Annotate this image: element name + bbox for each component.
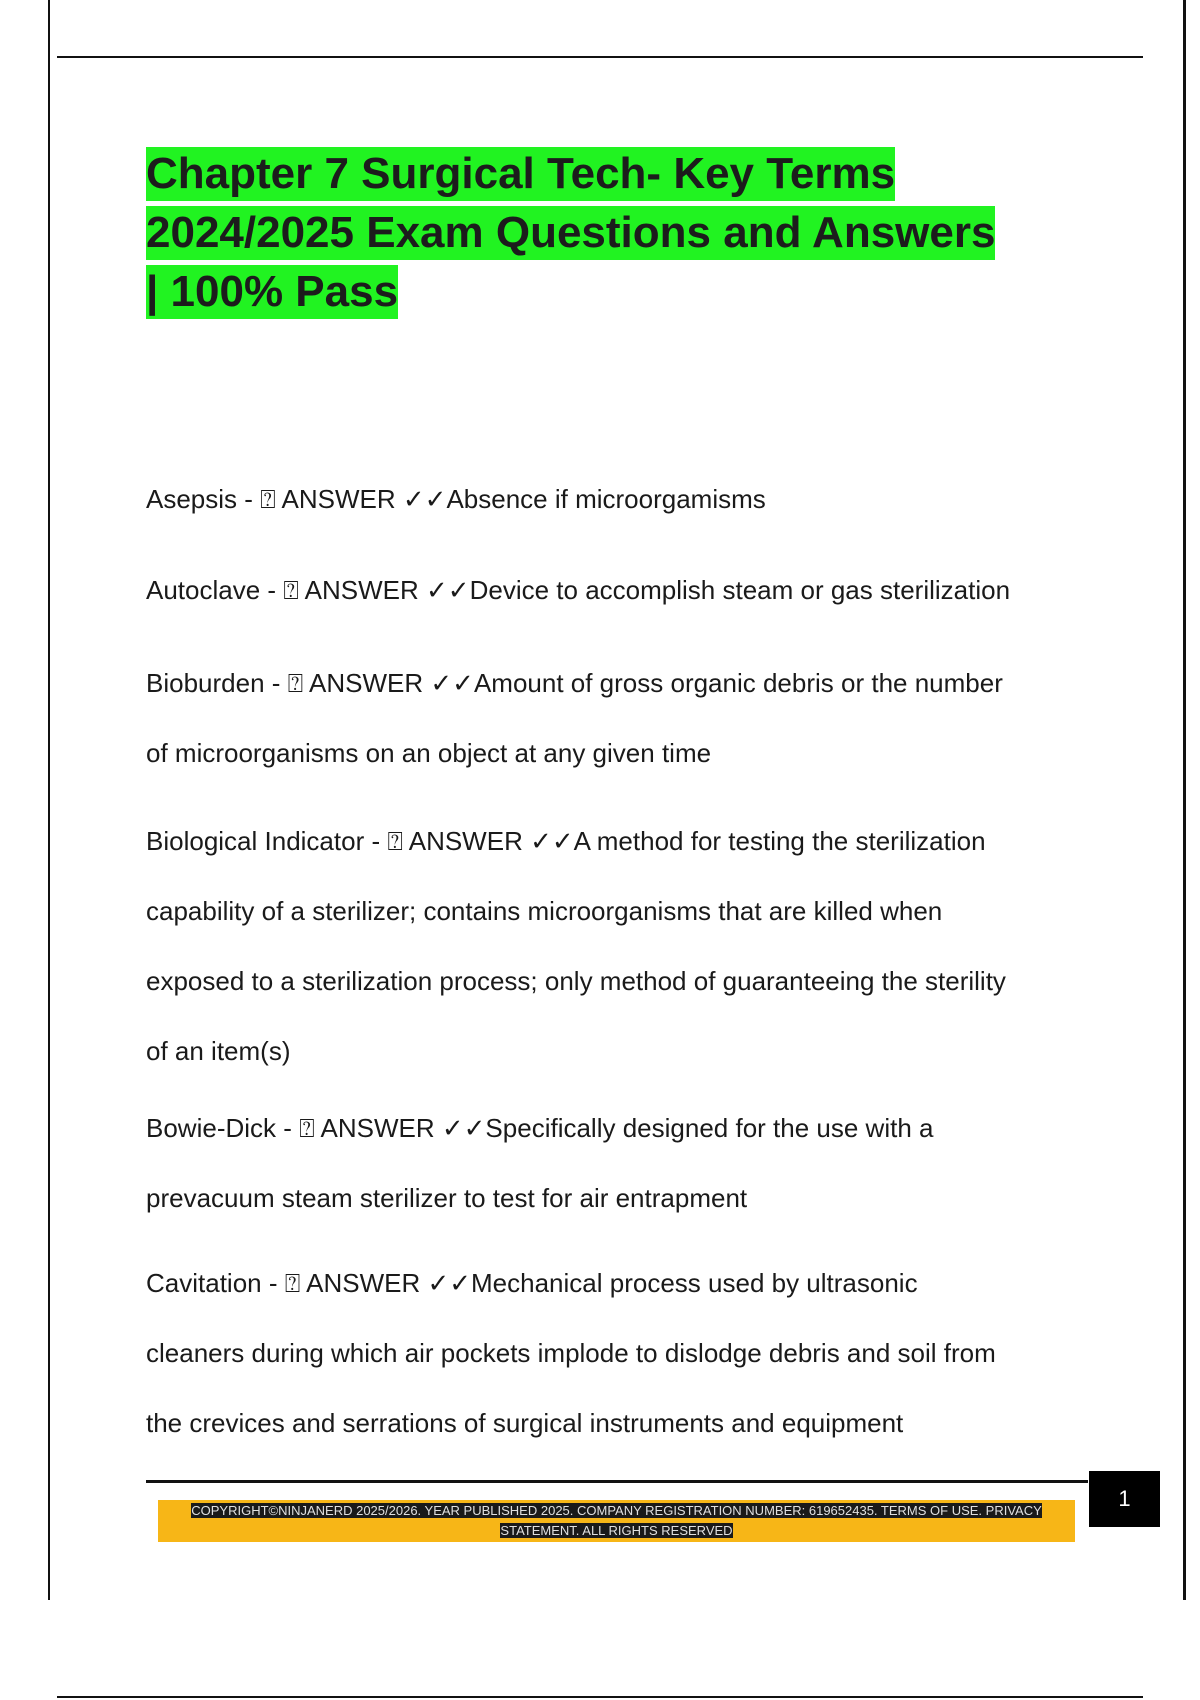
- entry-line: Autoclave - ⍰ ANSWER ✓✓Device to accomplish steam or gas sterilization: [146, 575, 1011, 605]
- entry-line: cleaners during which air pockets implode to dislodge debris and soil from: [146, 1338, 996, 1368]
- top-rule: [57, 56, 1143, 58]
- footer-rule: [146, 1480, 1088, 1483]
- entry-line: Biological Indicator - ⍰ ANSWER ✓✓A method for testing the sterilization: [146, 826, 986, 856]
- entry-line: prevacuum steam sterilizer to test for air entrapment: [146, 1183, 748, 1213]
- title-line-3: | 100% Pass: [146, 265, 398, 319]
- term-entry-cavitation: [146, 1248, 1086, 1458]
- term-entry-bowie-dick: [146, 1093, 1086, 1233]
- entry-line: exposed to a sterilization process; only method of guaranteeing the sterility: [146, 966, 1006, 996]
- document-title: [146, 144, 1106, 321]
- entry-line: Cavitation - ⍰ ANSWER ✓✓Mechanical process used by ultrasonic: [146, 1268, 918, 1298]
- entry-line: of an item(s): [146, 1036, 291, 1066]
- entry-line: Asepsis - ⍰ ANSWER ✓✓Absence if microorgamisms: [146, 484, 766, 514]
- term-entry-asepsis: [146, 464, 1086, 534]
- entry-line: Bowie-Dick - ⍰ ANSWER ✓✓Specifically designed for the use with a: [146, 1113, 934, 1143]
- entry-line: the crevices and serrations of surgical instruments and equipment: [146, 1408, 904, 1438]
- term-entry-biological-indicator: [146, 806, 1086, 1086]
- entry-line: capability of a sterilizer; contains microorganisms that are killed when: [146, 896, 943, 926]
- entry-line: Bioburden - ⍰ ANSWER ✓✓Amount of gross organic debris or the number: [146, 668, 1003, 698]
- copyright-footer: [158, 1500, 1075, 1542]
- page-number: 1: [1089, 1471, 1160, 1527]
- term-entry-autoclave: [146, 555, 1086, 625]
- page-border-right: [1183, 0, 1186, 1600]
- entry-line: of microorganisms on an object at any given time: [146, 738, 712, 768]
- title-line-2: 2024/2025 Exam Questions and Answers: [146, 206, 995, 260]
- title-line-1: Chapter 7 Surgical Tech- Key Terms: [146, 147, 895, 201]
- term-entry-bioburden: [146, 648, 1086, 788]
- page-border-left: [48, 0, 50, 1600]
- bottom-rule: [57, 1696, 1143, 1698]
- copyright-text: COPYRIGHT©NINJANERD 2025/2026. YEAR PUBLISHED 2025. COMPANY REGISTRATION NUMBER: 619652435. TERMS OF USE. PRIVACY STATEMENT. ALL RIGHTS RESERVED: [191, 1503, 1042, 1538]
